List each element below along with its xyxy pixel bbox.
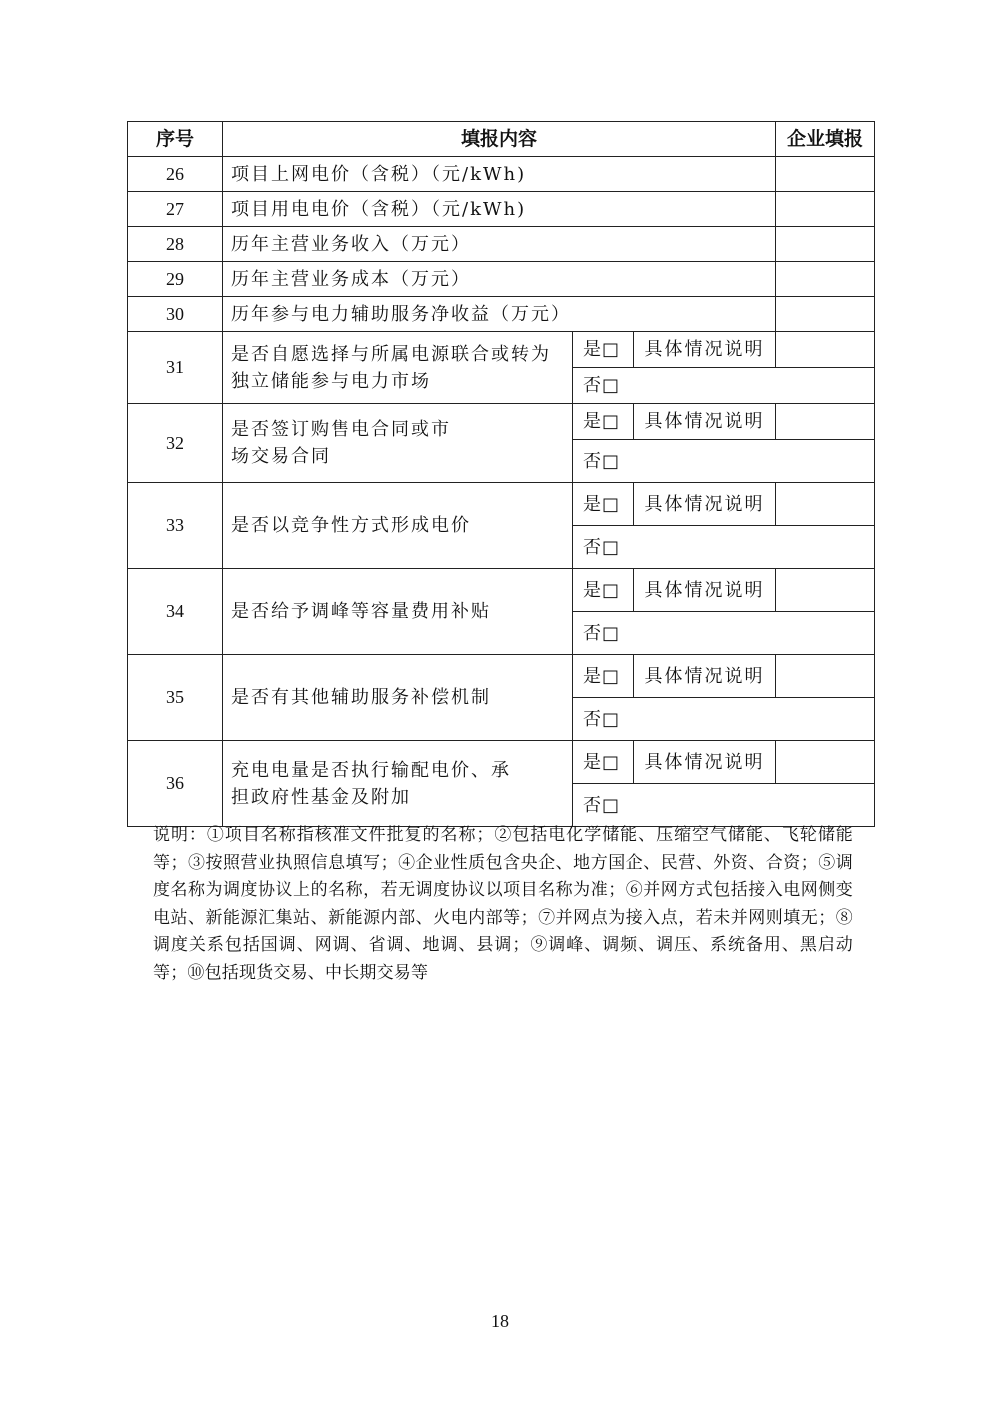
row-num: 35 (128, 655, 223, 741)
table-row (128, 332, 875, 368)
fill-cell[interactable] (776, 483, 875, 526)
fill-cell[interactable] (776, 227, 875, 262)
row-content: 是否签订购售电合同或市场交易合同 (223, 404, 573, 483)
row-num: 32 (128, 404, 223, 483)
no-checkbox[interactable]: 否□ (573, 784, 875, 827)
fill-cell[interactable] (776, 741, 875, 784)
table-header-row (128, 122, 875, 157)
table-row (128, 157, 875, 192)
table-row (128, 404, 875, 440)
table-row (128, 741, 875, 784)
row-num: 30 (128, 297, 223, 332)
yes-checkbox[interactable]: 是□ (573, 569, 634, 612)
row-num: 26 (128, 157, 223, 192)
yes-checkbox[interactable]: 是□ (573, 655, 634, 698)
no-checkbox[interactable]: 否□ (573, 526, 875, 569)
no-checkbox[interactable]: 否□ (573, 368, 875, 404)
fill-cell[interactable] (776, 404, 875, 440)
table-row (128, 262, 875, 297)
row-num: 36 (128, 741, 223, 827)
detail-label: 具体情况说明 (634, 332, 776, 368)
row-num: 31 (128, 332, 223, 404)
fill-cell[interactable] (776, 192, 875, 227)
table-row (128, 483, 875, 526)
row-content: 是否以竞争性方式形成电价 (223, 483, 573, 569)
footnote-explanation: 说明：①项目名称指核准文件批复的名称；②包括电化学储能、压缩空气储能、飞轮储能等；③按照营业执照信息填写；④企业性质包含央企、地方国企、民营、外资、合资；⑤调度名称为调度协议上的名称，若无调度协议以项目名称为准；⑥并网方式包括接入电网侧变电站、新能源汇集站、新能源内部、火电内部等；⑦并网点为接入点，若未并网则填无；⑧调度关系包括国调、网调、省调、地调、县调；⑨调峰、调频、调压、系统备用、黑启动等；⑩包括现货交易、中长期交易等 (153, 825, 853, 983)
detail-label: 具体情况说明 (634, 741, 776, 784)
header-fill: 企业填报 (776, 122, 875, 157)
detail-label: 具体情况说明 (634, 569, 776, 612)
no-checkbox[interactable]: 否□ (573, 612, 875, 655)
fill-cell[interactable] (776, 332, 875, 368)
report-form-table (127, 121, 875, 827)
fill-cell[interactable] (776, 157, 875, 192)
row-num: 29 (128, 262, 223, 297)
table-row (128, 655, 875, 698)
row-content: 是否给予调峰等容量费用补贴 (223, 569, 573, 655)
header-num: 序号 (128, 122, 223, 157)
yes-checkbox[interactable]: 是□ (573, 483, 634, 526)
table-row (128, 297, 875, 332)
table-row (128, 227, 875, 262)
detail-label: 具体情况说明 (634, 655, 776, 698)
row-content: 历年主营业务收入（万元） (223, 227, 776, 262)
row-content: 是否自愿选择与所属电源联合或转为独立储能参与电力市场 (223, 332, 573, 404)
fill-cell[interactable] (776, 655, 875, 698)
row-num: 34 (128, 569, 223, 655)
row-content: 项目上网电价（含税）（元/kWh) (223, 157, 776, 192)
no-checkbox[interactable]: 否□ (573, 698, 875, 741)
row-num: 27 (128, 192, 223, 227)
yes-checkbox[interactable]: 是□ (573, 741, 634, 784)
row-content: 是否有其他辅助服务补偿机制 (223, 655, 573, 741)
yes-checkbox[interactable]: 是□ (573, 404, 634, 440)
fill-cell[interactable] (776, 297, 875, 332)
row-content: 历年主营业务成本（万元） (223, 262, 776, 297)
row-content: 项目用电电价（含税）（元/kWh) (223, 192, 776, 227)
detail-label: 具体情况说明 (634, 483, 776, 526)
row-content: 充电电量是否执行输配电价、承担政府性基金及附加 (223, 741, 573, 827)
fill-cell[interactable] (776, 569, 875, 612)
header-content: 填报内容 (223, 122, 776, 157)
table-row (128, 569, 875, 612)
row-num: 28 (128, 227, 223, 262)
row-content: 历年参与电力辅助服务净收益（万元） (223, 297, 776, 332)
no-checkbox[interactable]: 否□ (573, 440, 875, 483)
yes-checkbox[interactable]: 是□ (573, 332, 634, 368)
fill-cell[interactable] (776, 262, 875, 297)
page-number: 18 (491, 1311, 509, 1331)
detail-label: 具体情况说明 (634, 404, 776, 440)
table-row (128, 192, 875, 227)
row-num: 33 (128, 483, 223, 569)
